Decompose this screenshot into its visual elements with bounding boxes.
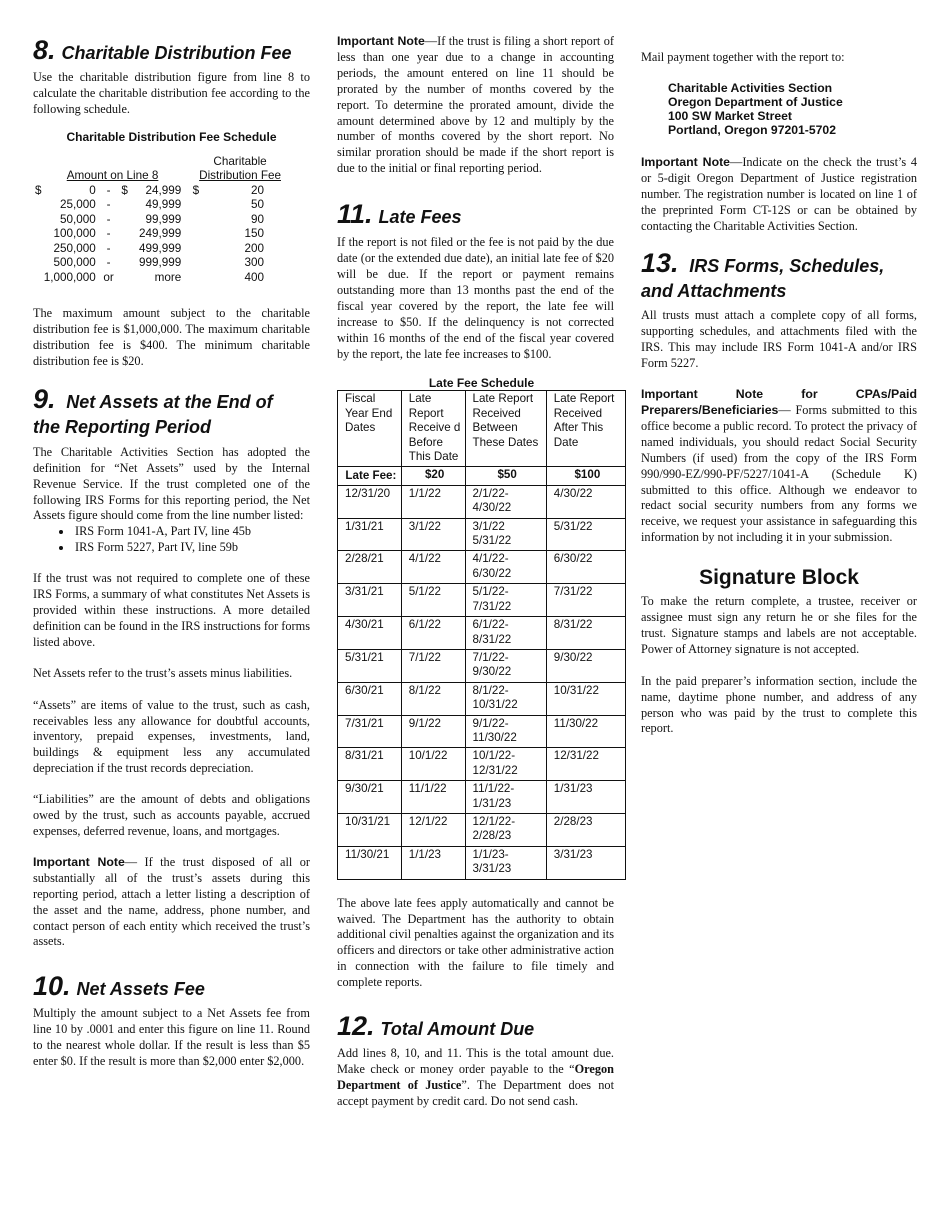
section-9-p4: “Assets” are items of value to the trust, such as cash, receivables less any allowance for doubtful accounts, inventory, prepaid expenses, investments, land, buildings & equipment less any accumulated depreciation if the trust records depreciation. <box>33 697 310 776</box>
table-cell: 10/31/22 <box>546 682 625 715</box>
table-cell: 8/1/22 <box>401 682 465 715</box>
table-row <box>338 813 626 846</box>
table-cell: 5/1/22-7/31/22 <box>465 584 546 617</box>
fee-col-header-2: Distribution Fee <box>199 169 281 183</box>
table-cell: 1/31/21 <box>338 518 402 551</box>
section-number: 11. <box>337 199 373 230</box>
dollar-sign <box>181 242 199 257</box>
fee-col-header-1: Charitable <box>213 154 267 168</box>
schedule-row <box>35 184 281 199</box>
dollar-sign <box>35 242 44 257</box>
cpa-note <box>641 387 917 546</box>
table-cell: 9/1/22 <box>401 715 465 748</box>
fee-value: 400 <box>244 270 264 284</box>
registration-note <box>641 155 917 235</box>
dollar-sign <box>181 198 199 213</box>
dollar-sign <box>35 227 44 242</box>
note-text: —Indicate on the check the trust’s 4 or 5-digit Oregon Department of Justice registration number. The registration number is located on line 1 of the preprinted Form CT-12S or can be obtained by contacting the Charitable Activities Section. <box>641 154 917 233</box>
table-cell: 12/1/22-2/28/23 <box>465 813 546 846</box>
table-cell: 1/1/23 <box>401 846 465 879</box>
dollar-sign <box>121 242 130 257</box>
table-cell: 8/31/21 <box>338 748 402 781</box>
payee-name: Oregon Department of Justice <box>337 1061 614 1092</box>
note-text: — Forms submitted to this office become a public record. To protect the privacy of named individuals, you should redact Social Security Numbers (if used) from the copy of the IRS Form 990/990-EZ/990-PF/5227/1041-A (Schedule K) submitted to this office. Although we endeavor to redact social security numbers from any forms we receive, we request your assistance in safeguarding this information by not including it in your submission. <box>641 402 917 545</box>
table-row <box>338 551 626 584</box>
table-row <box>338 781 626 814</box>
mailing-address <box>668 81 917 137</box>
table-cell: 3/1/22 5/31/22 <box>465 518 546 551</box>
fee-amount: $50 <box>465 467 546 485</box>
table-cell: 1/1/22 <box>401 485 465 518</box>
range-sep: or <box>103 270 114 284</box>
range-from: 100,000 <box>53 227 96 241</box>
section-10-text: Multiply the amount subject to a Net Assets fee from line 10 by .0001 and enter this figure on line 11. Round to the nearest whole dollar. If the result is less than $5 enter $0. If the result is more than $2,000 enter $2,000. <box>33 1006 310 1069</box>
range-sep: - <box>106 212 111 226</box>
note-text: —If the trust is filing a short report of less than one year due to a change in accounting periods, the amount entered on line 11 should be prorated by the number of months covered by the report. To determine the prorated amount, divide the amount determined above by 12 and multiply by the number of months covered by the short report. No similar proration should be made if the short report is due to the initial or final reporting period. <box>337 34 614 176</box>
section-9-p2: If the trust was not required to complete one of these IRS Forms, a summary of what constitutes Net Assets is provided within these instructions. A more detailed definition can be found in the IRS instructions for forms listed above. <box>33 571 310 649</box>
column-middle <box>337 34 614 1110</box>
table-cell: 9/30/21 <box>338 781 402 814</box>
list-item: • IRS Form 5227, Part IV, line 59b <box>73 540 310 556</box>
table-row <box>338 617 626 650</box>
mail-intro: Mail payment together with the report to: <box>641 50 845 64</box>
range-to: 999,999 <box>139 256 182 270</box>
table-cell: 10/1/22-12/31/22 <box>465 748 546 781</box>
dollar-sign <box>181 213 199 228</box>
section-title-line-1: IRS Forms, Schedules, <box>689 256 885 277</box>
section-title-line-2: and Attachments <box>641 281 787 302</box>
address-line: Oregon Department of Justice <box>668 94 843 109</box>
fee-value: 150 <box>244 227 264 241</box>
fee-value: 50 <box>250 198 264 212</box>
table-cell: 9/30/22 <box>546 649 625 682</box>
table-cell: 5/1/22 <box>401 584 465 617</box>
table-row <box>338 518 626 551</box>
dollar-sign <box>121 213 130 228</box>
range-from: 500,000 <box>53 256 96 270</box>
range-to: 249,999 <box>139 227 182 241</box>
table-row <box>338 846 626 879</box>
table-row <box>338 682 626 715</box>
section-8-heading <box>33 35 310 66</box>
schedule-row <box>35 227 281 242</box>
fee-value: 20 <box>250 183 264 197</box>
dollar-sign: $ <box>35 183 42 197</box>
table-cell: 2/28/23 <box>546 813 625 846</box>
section-title: Charitable Distribution Fee <box>61 43 292 63</box>
table-cell: 9/1/22-11/30/22 <box>465 715 546 748</box>
signature-p2: In the paid preparer’s information section, include the name, daytime phone number, and address of any person who was paid by the trust to complete this report. <box>641 673 917 736</box>
dollar-sign <box>181 227 199 242</box>
table-cell: 8/31/22 <box>546 617 625 650</box>
range-to: 49,999 <box>145 198 182 212</box>
section-12-text <box>337 1046 614 1110</box>
dollar-sign <box>35 256 44 271</box>
section-number: 10. <box>33 971 71 1002</box>
dollar-sign <box>181 256 199 271</box>
section-title: Late Fees <box>378 207 462 228</box>
range-sep: - <box>106 241 111 255</box>
amount-col-header: Amount on Line 8 <box>66 169 159 183</box>
dollar-sign <box>121 256 130 271</box>
dollar-sign <box>35 271 44 286</box>
range-from: 250,000 <box>53 241 96 255</box>
section-title: Net Assets Fee <box>76 979 205 1000</box>
note-label: Important Note <box>33 854 125 869</box>
table-cell: 3/31/21 <box>338 584 402 617</box>
section-8-intro: Use the charitable distribution figure from line 8 to calculate the charitable distribution fee according to the following schedule. <box>33 70 310 116</box>
section-number: 12. <box>337 1011 375 1042</box>
irs-form-list <box>33 524 310 556</box>
range-from: 50,000 <box>60 212 96 226</box>
fee-amount: $20 <box>401 467 465 485</box>
table-cell: 7/1/22-9/30/22 <box>465 649 546 682</box>
dollar-sign <box>121 227 130 242</box>
range-from: 0 <box>89 183 96 197</box>
table-cell: 7/1/22 <box>401 649 465 682</box>
range-from: 1,000,000 <box>43 270 96 284</box>
table-cell: 6/1/22-8/31/22 <box>465 617 546 650</box>
dollar-sign: $ <box>192 183 200 197</box>
header-cell: Late Report Received After This Date <box>546 391 625 467</box>
table-cell: 10/31/21 <box>338 813 402 846</box>
section-9-p1: The Charitable Activities Section has adopted the definition for “Net Assets” used by the Internal Revenue Service. If the trust completed one of the following IRS Forms for this reporting period, the Net Assets figure should come from the line number listed: <box>33 444 310 523</box>
table-cell: 6/30/22 <box>546 551 625 584</box>
distribution-fee-schedule <box>35 155 281 286</box>
note-label: Important Note for CPAs/Paid Preparers/Beneficiaries <box>641 387 917 417</box>
fee-amount: $100 <box>546 467 625 485</box>
schedule-row <box>35 271 281 286</box>
range-to: 99,999 <box>145 212 182 226</box>
schedule-row <box>35 242 281 257</box>
section-number: 13. <box>641 248 679 279</box>
range-sep: - <box>106 227 111 241</box>
table-cell: 4/1/22-6/30/22 <box>465 551 546 584</box>
table-cell: 7/31/21 <box>338 715 402 748</box>
table-cell: 1/31/23 <box>546 781 625 814</box>
range-to: 24,999 <box>145 183 182 197</box>
header-cell: Late Report Receive d Before This Date <box>401 391 465 467</box>
fee-value: 200 <box>244 241 264 255</box>
section-number: 8. <box>33 35 56 65</box>
range-sep: - <box>106 256 111 270</box>
table-row <box>338 748 626 781</box>
section-title: Total Amount Due <box>380 1019 535 1040</box>
address-line: Portland, Oregon 97201-5702 <box>668 122 836 137</box>
fee-value: 300 <box>244 256 264 270</box>
address-line: 100 SW Market Street <box>668 108 792 123</box>
fee-value: 90 <box>250 212 264 226</box>
section-8-limits: The maximum amount subject to the charitable distribution fee is $1,000,000. The maximum charitable distribution fee is $400. The minimum charitable distribution fee is $20. <box>33 306 310 368</box>
dollar-sign <box>121 271 130 286</box>
note-label: Important Note <box>337 34 425 48</box>
table-cell: 11/30/21 <box>338 846 402 879</box>
table-cell: 7/31/22 <box>546 584 625 617</box>
dollar-sign: $ <box>121 183 128 197</box>
section-title-line-2: the Reporting Period <box>33 416 212 437</box>
schedule-row <box>35 213 281 228</box>
table-cell: 11/1/22-1/31/23 <box>465 781 546 814</box>
table-cell: 12/31/22 <box>546 748 625 781</box>
table-row <box>338 649 626 682</box>
table-cell: 3/31/23 <box>546 846 625 879</box>
table-cell: 11/30/22 <box>546 715 625 748</box>
dollar-sign <box>121 198 130 213</box>
text-post: ”. The Department does not accept payment by credit card. Do not send cash. <box>337 1077 615 1108</box>
section-9-note <box>33 855 310 950</box>
section-9-p5: “Liabilities” are the amount of debts and obligations owed by the trust, such as accounts payable, accrued expenses, deferred revenue, loans, and mortgages. <box>33 792 310 838</box>
table-cell: 12/1/22 <box>401 813 465 846</box>
late-fee-after: The above late fees apply automatically and cannot be waived. The Department has the authority to obtain additional civil penalties against the organization and its officers and directors or take other administrative action in connection with the failure to file timely and complete reports. <box>337 895 614 990</box>
table-cell: 5/31/22 <box>546 518 625 551</box>
table-cell: 6/30/21 <box>338 682 402 715</box>
header-cell: Late Report Received Between These Dates <box>465 391 546 467</box>
table-cell: 6/1/22 <box>401 617 465 650</box>
table-header-row <box>338 391 626 467</box>
section-9-heading <box>33 383 310 439</box>
table-cell: 11/1/22 <box>401 781 465 814</box>
note-text: — If the trust disposed of all or substantially all of the trust’s assets during this reporting period, attach a letter listing a description of the asset and the name, address, phone number, and contact person of each entity which received the trust’s assets. <box>33 854 310 949</box>
dollar-sign <box>181 271 199 286</box>
range-sep: - <box>106 198 111 212</box>
address-line: Charitable Activities Section <box>668 80 833 95</box>
range-from: 25,000 <box>60 198 96 212</box>
late-fee-table <box>337 390 626 879</box>
table-cell: 12/31/20 <box>338 485 402 518</box>
fee-label: Late Fee: <box>338 467 402 485</box>
section-10-heading <box>33 971 310 1002</box>
signature-block-heading: Signature Block <box>699 566 859 590</box>
schedule-row <box>35 256 281 271</box>
section-11-text: If the report is not filed or the fee is not paid by the due date (or the extended due date), an initial late fee of $20 will be due. If the report or payment remains outstanding more than 13 months past the end of the fiscal year covered by the report, the late fee will increase to $50. If the delinquency is not corrected within 16 months of the end of the fiscal year covered by the report, the late fee increases to $100. <box>337 235 614 361</box>
list-item: • IRS Form 1041-A, Part IV, line 45b <box>73 524 310 540</box>
late-fee-caption: Late Fee Schedule <box>428 376 535 391</box>
section-13-text: All trusts must attach a complete copy of all forms, supporting schedules, and attachments filed with the IRS. This may include IRS Form 1041-A and/or IRS Form 5227. <box>641 308 917 371</box>
fee-row <box>338 467 626 485</box>
table-cell: 5/31/21 <box>338 649 402 682</box>
section-13-heading <box>641 248 917 303</box>
table-cell: 2/1/22-4/30/22 <box>465 485 546 518</box>
table-cell: 3/1/22 <box>401 518 465 551</box>
table-row <box>338 584 626 617</box>
section-9-p3: Net Assets refer to the trust’s assets minus liabilities. <box>33 665 293 680</box>
text-pre: Add lines 8, 10, and 11. This is the total amount due. Make check or money order payable to the “ <box>337 1046 614 1076</box>
table-cell: 4/30/21 <box>338 617 402 650</box>
schedule-row <box>35 198 281 213</box>
fee-schedule-caption: Charitable Distribution Fee Schedule <box>66 129 277 144</box>
range-to: 499,999 <box>139 241 182 255</box>
table-cell: 2/28/21 <box>338 551 402 584</box>
table-cell: 10/1/22 <box>401 748 465 781</box>
range-to: more <box>154 270 182 284</box>
short-report-note <box>337 34 614 177</box>
table-row <box>338 485 626 518</box>
section-11-heading <box>337 199 614 230</box>
note-label: Important Note <box>641 154 731 169</box>
section-12-heading <box>337 1011 614 1042</box>
table-cell: 4/1/22 <box>401 551 465 584</box>
section-number: 9. <box>33 383 56 414</box>
signature-p1: To make the return complete, a trustee, receiver or assignee must sign any return he or she files for the trust. Signature stamps and labels are not acceptable. Power of Attorney signature is not accepted. <box>641 594 917 656</box>
table-cell: 4/30/22 <box>546 485 625 518</box>
column-right <box>641 50 917 737</box>
dollar-sign <box>35 198 44 213</box>
table-cell: 8/1/22-10/31/22 <box>465 682 546 715</box>
table-row <box>338 715 626 748</box>
table-cell: 1/1/23-3/31/23 <box>465 846 546 879</box>
dollar-sign <box>35 213 44 228</box>
column-left <box>33 30 310 1070</box>
range-sep: - <box>106 183 111 197</box>
header-cell: Fiscal Year End Dates <box>338 391 402 467</box>
section-title-line-1: Net Assets at the End of <box>66 391 273 412</box>
